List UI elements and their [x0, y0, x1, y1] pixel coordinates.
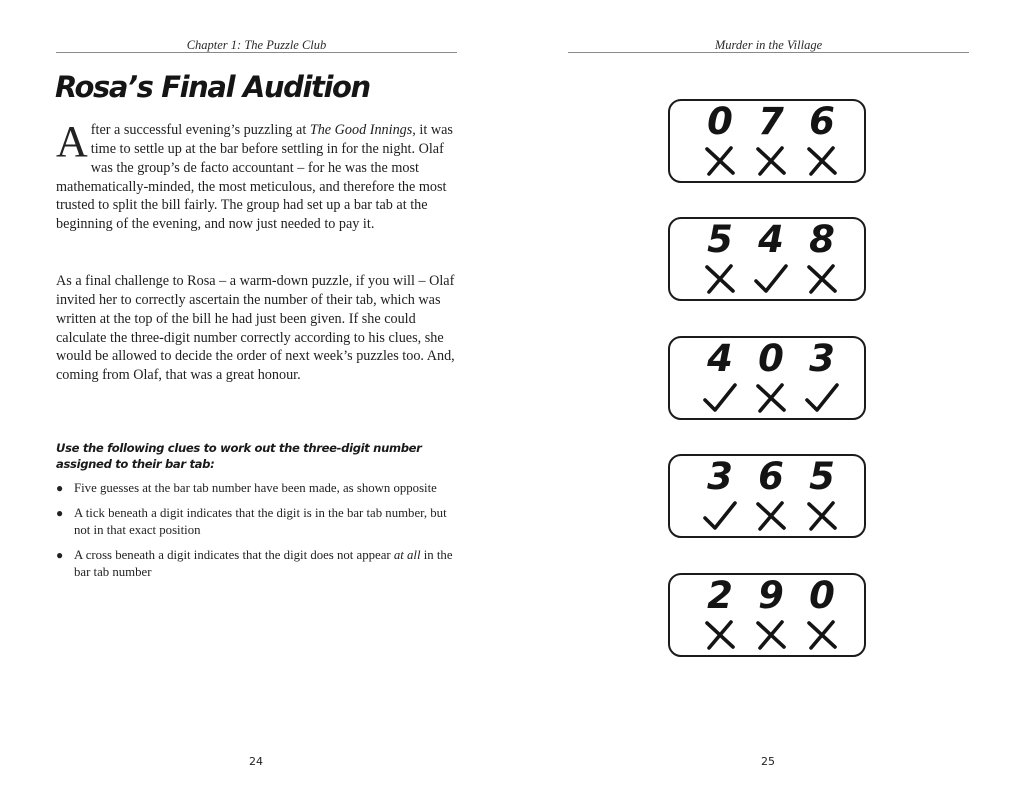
- cross-icon: [701, 262, 739, 296]
- page-title: Rosa’s Final Audition: [55, 70, 370, 104]
- cross-icon: [752, 499, 790, 533]
- cross-icon: [803, 618, 841, 652]
- clue-text-end: in the bar tab number: [74, 548, 453, 579]
- cross-icon: [752, 144, 790, 178]
- cross-icon: [803, 499, 841, 533]
- cross-icon: [803, 262, 841, 296]
- guess-digit: 6: [758, 455, 784, 498]
- bullet-icon: ●: [56, 506, 64, 520]
- guess-card-2: [668, 217, 866, 301]
- guess-digit: 7: [758, 100, 784, 143]
- right-page: [512, 0, 1024, 801]
- cross-icon: [752, 381, 790, 415]
- guess-digit: 3: [707, 455, 733, 498]
- clue-text: A cross beneath a digit indicates that the digit does not appear: [74, 548, 394, 562]
- guess-digit: 6: [809, 100, 835, 143]
- bullet-icon: ●: [56, 481, 64, 495]
- guess-digit: 4: [707, 337, 733, 380]
- clue-text: A tick beneath a digit indicates that the digit is in the bar tab number, but not in that exact position: [74, 506, 447, 537]
- guess-card-4: [668, 454, 866, 538]
- paragraph-1: [56, 117, 460, 234]
- drop-cap: A: [56, 117, 88, 166]
- header-rule-left: [56, 52, 457, 53]
- guess-digit: 5: [809, 455, 835, 498]
- clue-text: Five guesses at the bar tab number have been made, as shown opposite: [74, 481, 437, 495]
- clue-item: [56, 505, 460, 539]
- cross-icon: [803, 144, 841, 178]
- guess-digit: 0: [758, 337, 784, 380]
- tick-icon: [752, 262, 790, 296]
- clue-list: [56, 480, 460, 589]
- page-number-left: 24: [249, 755, 263, 768]
- cross-icon: [701, 618, 739, 652]
- pub-name: The Good Innings: [309, 122, 413, 138]
- bullet-icon: ●: [56, 548, 64, 562]
- running-head-left: Chapter 1: The Puzzle Club: [186, 38, 327, 52]
- cross-icon: [752, 618, 790, 652]
- guess-card-1: [668, 99, 866, 183]
- puzzle-instructions: Use the following clues to work out the three-digit number assigned to their bar tab:: [56, 441, 422, 471]
- guess-card-5: [668, 573, 866, 657]
- page-number-right: 25: [761, 755, 775, 768]
- clue-emphasis: at all: [393, 548, 421, 562]
- paragraph-1-start: fter a successful evening’s puzzling at: [90, 122, 310, 138]
- clue-item: [56, 480, 460, 497]
- guess-digit: 0: [707, 100, 733, 143]
- guess-digit: 3: [809, 337, 835, 380]
- guess-digit: 5: [707, 218, 733, 261]
- guess-digit: 2: [707, 574, 733, 617]
- guess-digit: 4: [758, 218, 784, 261]
- guess-digit: 8: [809, 218, 835, 261]
- tick-icon: [701, 381, 739, 415]
- tick-icon: [701, 499, 739, 533]
- paragraph-2: As a final challenge to Rosa – a warm-down puzzle, if you will – Olaf invited her to correctly ascertain the number of their tab, which was written at the top of the bill he had just been given. If she could calculate the three-digit number correctly according to his clues, she would be allowed to decide the order of next week’s puzzles too. And, coming from Olaf, that was a great honour.: [56, 273, 455, 384]
- paragraph-1-rest: , it was time to settle up at the bar before settling in for the night. Olaf was the group’s de facto accountant – for he was the most mathematically-minded, the most meticulous, and therefore the most trusted to split the bill fairly. The group had set up a bar tab at the beginning of the evening, and now just needed to pay it.: [56, 122, 453, 233]
- running-head-right: Murder in the Village: [714, 38, 823, 52]
- header-rule-right: [568, 52, 969, 53]
- tick-icon: [803, 381, 841, 415]
- guess-digit: 9: [758, 574, 784, 617]
- guess-digit: 0: [809, 574, 835, 617]
- guess-card-3: [668, 336, 866, 420]
- cross-icon: [701, 144, 739, 178]
- clue-item: [56, 547, 460, 581]
